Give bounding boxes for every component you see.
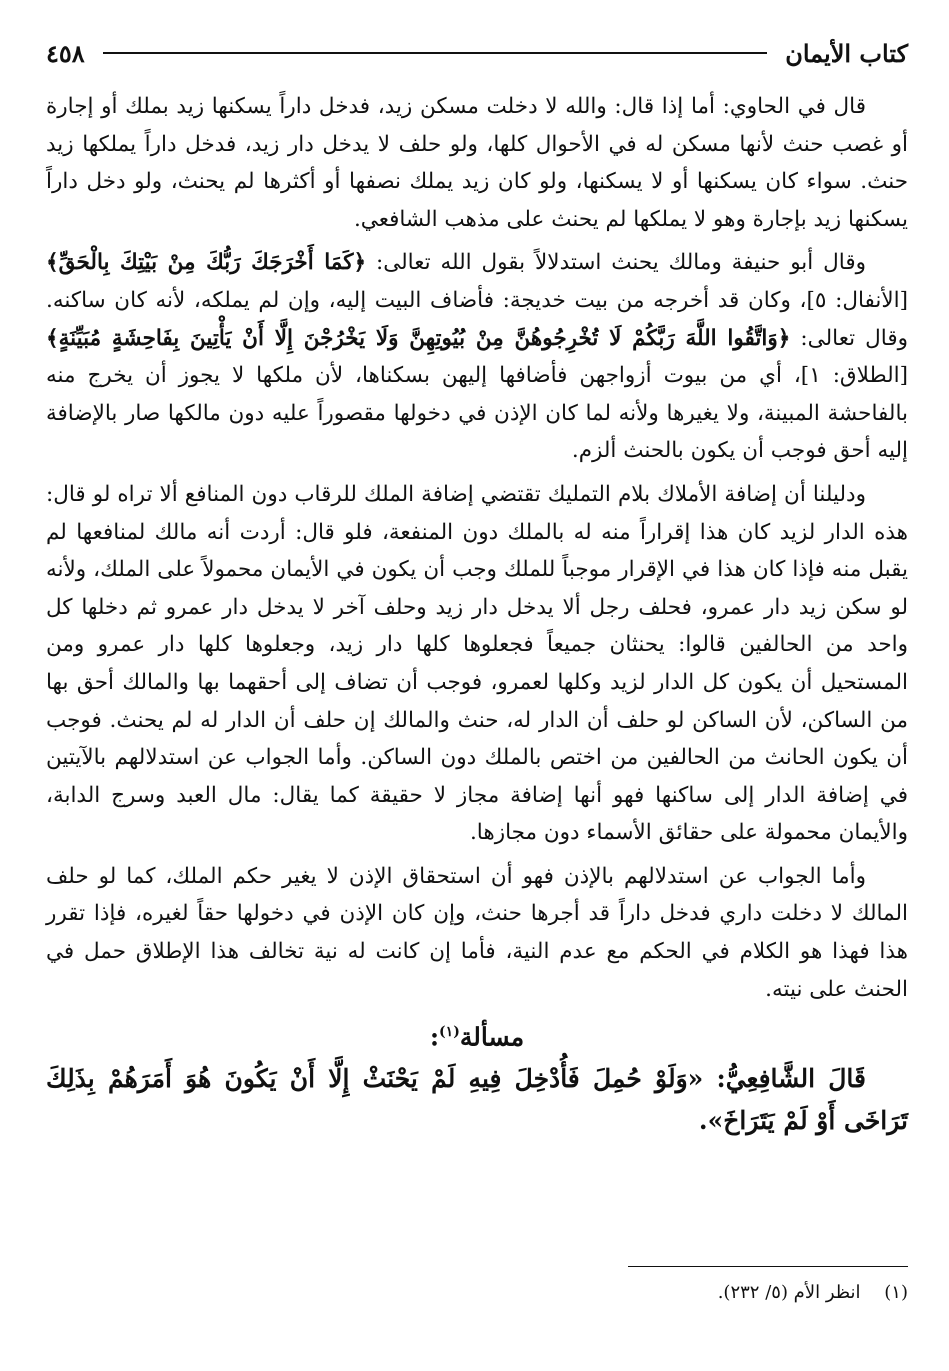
paragraph-abu-hanifa xyxy=(46,244,908,470)
footnote-marker[interactable]: (١) xyxy=(439,1024,460,1041)
paragraph-evidence: ودليلنا أن إضافة الأملاك بلام التمليك تقتضي إضافة الملك للرقاب دون المنافع ألا تراه لو قال: هذه الدار لزيد كان هذا إقراراً منه له بالملك دون المنفعة، فلو قال: أردت أنه مالك لمنافعها لم يقبل منه فإذا كان هذا في الإقرار موجباً للملك وجب أن يكون في الأيمان محمولاً على الملك، ولأنه لو سكن زيد دار عمرو، فحلف رجل ألا يدخل دار زيد وحلف آخر لا يدخل دار عمرو ثم دخلها كل واحد من الحالفين قالوا: يحنثان جميعاً فجعلوها كلها دار زيد، وجعلوها كلها دار عمرو ومن المستحيل أن يكون كل الدار لزيد وكلها لعمرو، فوجب أن تضاف إلى أحقهما بها والمالك أحق بها من الساكن، لأن الساكن لو حلف أن الدار له، حنث والمالك إن حلف أن الدار له لم يحنث. فوجب أن يكون الحانث من الحالفين من اختص بالملك دون الساكن. وأما الجواب عن استدلالهم بالآيتين في إضافة الدار إلى ساكنها فهو أنها إضافة مجاز لا حقيقة كما يقال: مال العبد وسرج الدابة، والأيمان محمولة على حقائق الأسماء دون مجازها. xyxy=(46,481,908,846)
main-text xyxy=(46,88,908,1142)
footnote xyxy=(718,1282,908,1303)
footnote-text: انظر الأم (٥/ ٢٣٢). xyxy=(717,1282,861,1303)
masala-heading xyxy=(46,1014,908,1056)
quran-verse-talaq: ﴿وَاتَّقُوا اللَّهَ رَبَّكُمْ لَا تُخْرِجُوهُنَّ مِنْ بُيُوتِهِنَّ وَلَا يَخْرُجْنَ إِلَّا أَنْ يَأْتِينَ بِفَاحِشَةٍ مُبَيِّنَةٍ﴾ xyxy=(46,325,791,351)
footnote-number: (١) xyxy=(884,1282,908,1303)
header-rule xyxy=(103,52,768,54)
shafii-quote: قَالَ الشَّافِعِيُّ: «وَلَوْ حُمِلَ فَأُدْخِلَ فِيهِ لَمْ يَحْنَثْ إِلَّا أَنْ يَكُونَ هُوَ أَمَرَهُمْ بِذَلِكَ تَرَاخَى أَوْ لَمْ يَتَرَاخَ». xyxy=(46,1064,908,1136)
masala-colon: : xyxy=(429,1022,440,1052)
page-header xyxy=(46,30,908,76)
footnote-divider xyxy=(628,1266,908,1267)
paragraph-intro: وقال أبو حنيفة ومالك يحنث استدلالاً بقول الله تعالى: xyxy=(366,250,866,276)
paragraph-middle: وكان قد أخرجه من بيت خديجة: فأضاف البيت إليه، وإن لم يملكه، لأنه كان ساكنه. وقال تعالى: xyxy=(46,287,908,351)
paragraph-hawi: قال في الحاوي: أما إذا قال: والله لا دخلت مسكن زيد، فدخل داراً يسكنها زيد بملك أو إجارة أو غصب حنث لأنها مسكن له في الأحوال كلها، ولو حلف لا يدخل دار زيد، فدخل داراً يملكها زيد حنث. سواء كان يسكنها أو لا يسكنها، ولو كان زيد يملك نصفها أو أكثرها لم يحنث، ولو دخل داراً يسكنها زيد بإجارة وهو لا يملكها لم يحنث على مذهب الشافعي. xyxy=(46,94,908,232)
paragraph-rest: أي من بيوت أزواجهن فأضافها إليهن بسكناها، لأن ملكها لا يجوز أن يخرج منه بالفاحشة المبينة، ولا يغيرها ولأنه لما كان الإذن في دخولها مقصوراً عليه دون مالكها صار بالإضافة إليه أحق فوجب أن يكون بالحنث ألزم. xyxy=(46,363,908,464)
running-title: كتاب الأيمان xyxy=(785,38,908,68)
verse-reference-talaq: [الطلاق: ١]، xyxy=(781,363,908,389)
quran-verse-anfal: ﴿كَمَا أَخْرَجَكَ رَبُّكَ مِنْ بَيْتِكَ بِالْحَقِّ﴾ xyxy=(46,250,367,276)
book-page xyxy=(46,30,908,1350)
paragraph-answer: وأما الجواب عن استدلالهم بالإذن فهو أن استحقاق الإذن لا يغير حكم الملك، كما لو حلف المالك لا دخلت داري فدخل داراً قد أجرها حنث، وإن كان الإذن في دخولها حقاً لغيره، فإذا تقرر هذا فهذا هو الكلام في الحكم مع عدم النية، فأما إن كانت له نية تخالف هذا الإطلاق حمل في الحنث على نيته. xyxy=(46,863,909,1002)
masala-label: مسألة xyxy=(459,1022,525,1052)
page-number: ٤٥٨ xyxy=(46,38,85,68)
verse-reference-anfal: [الأنفال: ٥]، xyxy=(790,287,908,313)
